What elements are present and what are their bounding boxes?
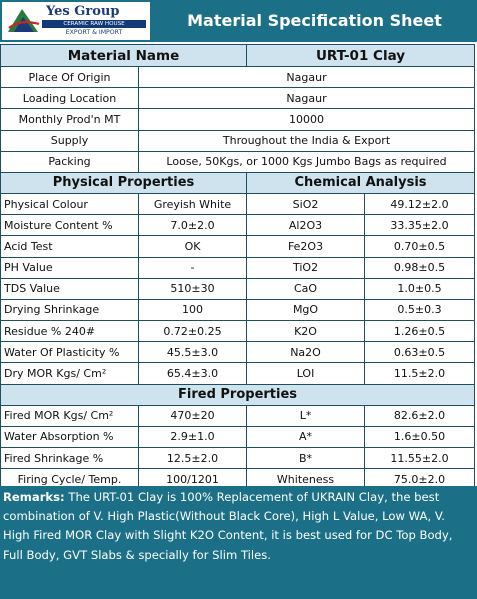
logo-tagline: CERAMIC RAW HOUSE [42, 20, 146, 28]
remarks-box [0, 486, 477, 599]
physical-label: Residue % 240# [1, 321, 139, 342]
material-name-row [1, 45, 475, 67]
color-label: L* [247, 405, 365, 426]
fired-value: 12.5±2.0 [139, 448, 247, 469]
physical-label: TDS Value [1, 278, 139, 299]
color-value: 82.6±2.0 [365, 405, 475, 426]
color-label: Whiteness [247, 469, 365, 490]
chemical-label: K2O [247, 321, 365, 342]
physical-value: 0.72±0.25 [139, 321, 247, 342]
section-header-row [1, 172, 475, 193]
color-label: B* [247, 448, 365, 469]
physical-label: Dry MOR Kgs/ Cm² [1, 363, 139, 384]
fired-label: Water Absorption % [1, 426, 139, 447]
general-value: Nagaur [139, 67, 475, 88]
general-value: Throughout the India & Export [139, 130, 475, 151]
header-bar [0, 0, 477, 42]
table-row [1, 257, 475, 278]
physical-label: Acid Test [1, 236, 139, 257]
table-row [1, 342, 475, 363]
physical-value: 45.5±3.0 [139, 342, 247, 363]
chemical-value: 0.63±0.5 [365, 342, 475, 363]
table-row [1, 405, 475, 426]
general-value: Nagaur [139, 88, 475, 109]
chemical-value: 0.98±0.5 [365, 257, 475, 278]
general-value: Loose, 50Kgs, or 1000 Kgs Jumbo Bags as required [139, 151, 475, 172]
table-row [1, 88, 475, 109]
page-title: Material Specification Sheet [187, 11, 442, 30]
physical-properties-heading: Physical Properties [1, 172, 247, 193]
chemical-value: 0.70±0.5 [365, 236, 475, 257]
chemical-label: Fe2O3 [247, 236, 365, 257]
table-row [1, 215, 475, 236]
remarks-text: The URT-01 Clay is 100% Replacement of UKRAIN Clay, the best combination of V. High Plastic(Without Black Core), High L Value, Low WA, V. High Fired MOR Clay with Slight K2O Content, it is best used for DC Top Body, Full Body, GVT Slabs & specially for Slim Tiles. [3, 490, 453, 562]
fired-label: Firing Cycle/ Temp. [1, 469, 139, 490]
table-row [1, 236, 475, 257]
table-row [1, 363, 475, 384]
chemical-value: 33.35±2.0 [365, 215, 475, 236]
general-value: 10000 [139, 109, 475, 130]
physical-value: 65.4±3.0 [139, 363, 247, 384]
chemical-label: Al2O3 [247, 215, 365, 236]
physical-value: - [139, 257, 247, 278]
table-row [1, 278, 475, 299]
table-row [1, 448, 475, 469]
physical-label: PH Value [1, 257, 139, 278]
chemical-label: MgO [247, 299, 365, 320]
physical-label: Drying Shrinkage [1, 299, 139, 320]
logo-name: Yes Group [46, 4, 120, 19]
material-name-label: Material Name [1, 45, 247, 67]
company-logo [2, 2, 150, 40]
color-value: 1.6±0.50 [365, 426, 475, 447]
fired-value: 470±20 [139, 405, 247, 426]
physical-label: Moisture Content % [1, 215, 139, 236]
table-row [1, 130, 475, 151]
spec-table [0, 44, 475, 490]
table-row [1, 193, 475, 214]
physical-value: 100 [139, 299, 247, 320]
material-name-value: URT-01 Clay [247, 45, 475, 67]
general-label: Monthly Prod'n MT [1, 109, 139, 130]
general-label: Loading Location [1, 88, 139, 109]
color-value: 75.0±2.0 [365, 469, 475, 490]
chemical-value: 49.12±2.0 [365, 193, 475, 214]
chemical-label: SiO2 [247, 193, 365, 214]
chemical-label: CaO [247, 278, 365, 299]
chemical-value: 11.5±2.0 [365, 363, 475, 384]
table-row [1, 67, 475, 88]
fired-value: 2.9±1.0 [139, 426, 247, 447]
chemical-value: 1.0±0.5 [365, 278, 475, 299]
logo-subtitle: EXPORT & IMPORT [65, 29, 123, 36]
table-row [1, 426, 475, 447]
physical-label: Water Of Plasticity % [1, 342, 139, 363]
table-row [1, 299, 475, 320]
table-row [1, 321, 475, 342]
physical-value: 7.0±2.0 [139, 215, 247, 236]
physical-label: Physical Colour [1, 193, 139, 214]
color-value: 11.55±2.0 [365, 448, 475, 469]
chemical-label: TiO2 [247, 257, 365, 278]
table-row [1, 151, 475, 172]
general-label: Supply [1, 130, 139, 151]
section-header-row [1, 384, 475, 405]
physical-value: Greyish White [139, 193, 247, 214]
chemical-analysis-heading: Chemical Analysis [247, 172, 475, 193]
general-label: Place Of Origin [1, 67, 139, 88]
table-row [1, 109, 475, 130]
physical-value: 510±30 [139, 278, 247, 299]
chemical-value: 1.26±0.5 [365, 321, 475, 342]
chemical-label: LOI [247, 363, 365, 384]
fired-label: Fired Shrinkage % [1, 448, 139, 469]
remarks-label: Remarks: [3, 490, 65, 504]
fired-properties-heading: Fired Properties [1, 384, 475, 405]
color-label: A* [247, 426, 365, 447]
fired-value: 100/1201 [139, 469, 247, 490]
logo-icon [6, 6, 40, 36]
chemical-label: Na2O [247, 342, 365, 363]
chemical-value: 0.5±0.3 [365, 299, 475, 320]
general-label: Packing [1, 151, 139, 172]
physical-value: OK [139, 236, 247, 257]
fired-label: Fired MOR Kgs/ Cm² [1, 405, 139, 426]
